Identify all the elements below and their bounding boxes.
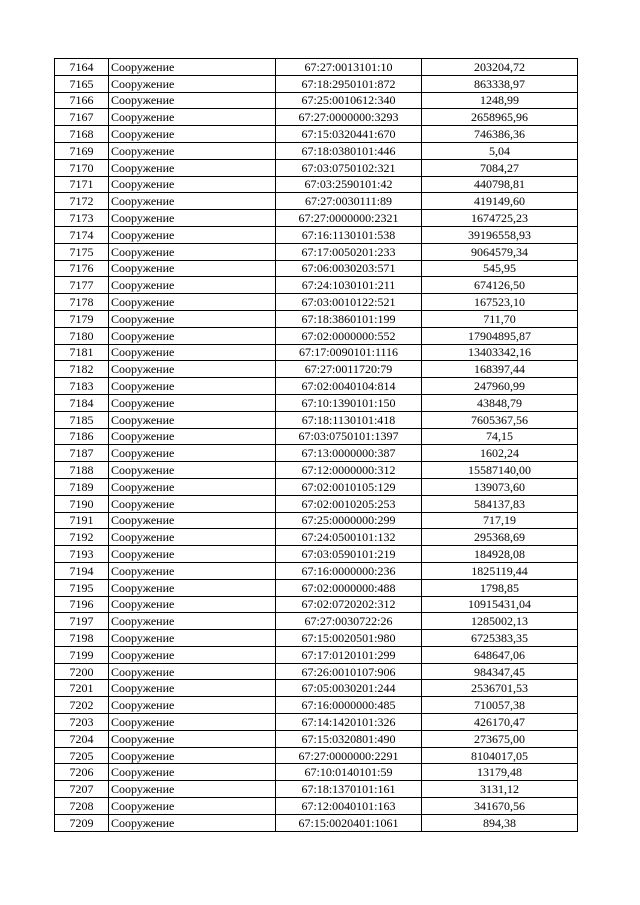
table-row <box>55 193 578 210</box>
row-number-cell: 7174 <box>55 226 109 243</box>
property-registry-table <box>54 58 578 832</box>
object-type-cell: Сооружение <box>109 75 276 92</box>
table-row <box>55 747 578 764</box>
cadastral-value-cell: 584137,83 <box>422 495 578 512</box>
table-row <box>55 562 578 579</box>
object-type-cell: Сооружение <box>109 798 276 815</box>
cadastral-value-cell: 545,95 <box>422 260 578 277</box>
cadastral-value-cell: 17904895,87 <box>422 327 578 344</box>
cadastral-number-cell: 67:27:0000000:2291 <box>276 747 422 764</box>
cadastral-number-cell: 67:06:0030203:571 <box>276 260 422 277</box>
cadastral-number-cell: 67:24:0500101:132 <box>276 529 422 546</box>
table-row <box>55 411 578 428</box>
cadastral-value-cell: 1248,99 <box>422 92 578 109</box>
cadastral-number-cell: 67:18:0380101:446 <box>276 142 422 159</box>
cadastral-value-cell: 15587140,00 <box>422 462 578 479</box>
object-type-cell: Сооружение <box>109 747 276 764</box>
cadastral-number-cell: 67:12:0040101:163 <box>276 798 422 815</box>
table-row <box>55 126 578 143</box>
cadastral-number-cell: 67:15:0020501:980 <box>276 630 422 647</box>
row-number-cell: 7194 <box>55 562 109 579</box>
object-type-cell: Сооружение <box>109 126 276 143</box>
cadastral-number-cell: 67:27:0011720:79 <box>276 361 422 378</box>
object-type-cell: Сооружение <box>109 697 276 714</box>
object-type-cell: Сооружение <box>109 814 276 831</box>
cadastral-value-cell: 648647,06 <box>422 646 578 663</box>
row-number-cell: 7193 <box>55 546 109 563</box>
cadastral-value-cell: 1285002,13 <box>422 613 578 630</box>
cadastral-value-cell: 1674725,23 <box>422 210 578 227</box>
row-number-cell: 7192 <box>55 529 109 546</box>
object-type-cell: Сооружение <box>109 344 276 361</box>
cadastral-number-cell: 67:16:1130101:538 <box>276 226 422 243</box>
object-type-cell: Сооружение <box>109 428 276 445</box>
object-type-cell: Сооружение <box>109 529 276 546</box>
table-row <box>55 176 578 193</box>
cadastral-value-cell: 9064579,34 <box>422 243 578 260</box>
cadastral-number-cell: 67:03:2590101:42 <box>276 176 422 193</box>
cadastral-value-cell: 984347,45 <box>422 663 578 680</box>
row-number-cell: 7208 <box>55 798 109 815</box>
cadastral-value-cell: 2658965,96 <box>422 109 578 126</box>
row-number-cell: 7187 <box>55 445 109 462</box>
table-row <box>55 680 578 697</box>
row-number-cell: 7172 <box>55 193 109 210</box>
cadastral-value-cell: 8104017,05 <box>422 747 578 764</box>
object-type-cell: Сооружение <box>109 546 276 563</box>
cadastral-value-cell: 419149,60 <box>422 193 578 210</box>
cadastral-number-cell: 67:16:0000000:485 <box>276 697 422 714</box>
cadastral-number-cell: 67:27:0000000:3293 <box>276 109 422 126</box>
cadastral-number-cell: 67:27:0030722:26 <box>276 613 422 630</box>
table-row <box>55 394 578 411</box>
row-number-cell: 7209 <box>55 814 109 831</box>
row-number-cell: 7202 <box>55 697 109 714</box>
table-row <box>55 697 578 714</box>
table-row <box>55 109 578 126</box>
row-number-cell: 7188 <box>55 462 109 479</box>
cadastral-number-cell: 67:13:0000000:387 <box>276 445 422 462</box>
table-row <box>55 226 578 243</box>
cadastral-value-cell: 341670,56 <box>422 798 578 815</box>
cadastral-number-cell: 67:18:1370101:161 <box>276 781 422 798</box>
row-number-cell: 7177 <box>55 277 109 294</box>
cadastral-number-cell: 67:12:0000000:312 <box>276 462 422 479</box>
cadastral-value-cell: 894,38 <box>422 814 578 831</box>
cadastral-value-cell: 710057,38 <box>422 697 578 714</box>
object-type-cell: Сооружение <box>109 277 276 294</box>
row-number-cell: 7175 <box>55 243 109 260</box>
object-type-cell: Сооружение <box>109 478 276 495</box>
object-type-cell: Сооружение <box>109 394 276 411</box>
object-type-cell: Сооружение <box>109 512 276 529</box>
table-row <box>55 462 578 479</box>
table-row <box>55 663 578 680</box>
cadastral-value-cell: 139073,60 <box>422 478 578 495</box>
object-type-cell: Сооружение <box>109 781 276 798</box>
object-type-cell: Сооружение <box>109 294 276 311</box>
cadastral-number-cell: 67:16:0000000:236 <box>276 562 422 579</box>
table-row <box>55 310 578 327</box>
table-row <box>55 646 578 663</box>
cadastral-number-cell: 67:03:0590101:219 <box>276 546 422 563</box>
row-number-cell: 7181 <box>55 344 109 361</box>
table-row <box>55 159 578 176</box>
table-row <box>55 344 578 361</box>
table-row <box>55 579 578 596</box>
cadastral-value-cell: 746386,36 <box>422 126 578 143</box>
table-row <box>55 92 578 109</box>
cadastral-value-cell: 13179,48 <box>422 764 578 781</box>
row-number-cell: 7205 <box>55 747 109 764</box>
row-number-cell: 7170 <box>55 159 109 176</box>
object-type-cell: Сооружение <box>109 579 276 596</box>
table-row <box>55 260 578 277</box>
cadastral-value-cell: 7605367,56 <box>422 411 578 428</box>
row-number-cell: 7199 <box>55 646 109 663</box>
object-type-cell: Сооружение <box>109 462 276 479</box>
table-row <box>55 327 578 344</box>
cadastral-number-cell: 67:18:2950101:872 <box>276 75 422 92</box>
cadastral-value-cell: 13403342,16 <box>422 344 578 361</box>
object-type-cell: Сооружение <box>109 445 276 462</box>
row-number-cell: 7176 <box>55 260 109 277</box>
cadastral-value-cell: 10915431,04 <box>422 596 578 613</box>
table-row <box>55 714 578 731</box>
table-row <box>55 798 578 815</box>
cadastral-number-cell: 67:18:1130101:418 <box>276 411 422 428</box>
table-row <box>55 613 578 630</box>
object-type-cell: Сооружение <box>109 327 276 344</box>
object-type-cell: Сооружение <box>109 210 276 227</box>
cadastral-value-cell: 1798,85 <box>422 579 578 596</box>
table-row <box>55 59 578 76</box>
cadastral-number-cell: 67:02:0720202:312 <box>276 596 422 613</box>
cadastral-number-cell: 67:15:0320801:490 <box>276 730 422 747</box>
table-row <box>55 546 578 563</box>
row-number-cell: 7179 <box>55 310 109 327</box>
table-row <box>55 814 578 831</box>
row-number-cell: 7185 <box>55 411 109 428</box>
row-number-cell: 7169 <box>55 142 109 159</box>
object-type-cell: Сооружение <box>109 92 276 109</box>
row-number-cell: 7198 <box>55 630 109 647</box>
cadastral-number-cell: 67:26:0010107:906 <box>276 663 422 680</box>
cadastral-number-cell: 67:24:1030101:211 <box>276 277 422 294</box>
cadastral-value-cell: 203204,72 <box>422 59 578 76</box>
cadastral-value-cell: 440798,81 <box>422 176 578 193</box>
cadastral-value-cell: 295368,69 <box>422 529 578 546</box>
object-type-cell: Сооружение <box>109 680 276 697</box>
table-row <box>55 378 578 395</box>
object-type-cell: Сооружение <box>109 361 276 378</box>
row-number-cell: 7206 <box>55 764 109 781</box>
cadastral-number-cell: 67:02:0010105:129 <box>276 478 422 495</box>
cadastral-number-cell: 67:14:1420101:326 <box>276 714 422 731</box>
registry-table-body <box>55 59 578 832</box>
cadastral-number-cell: 67:05:0030201:244 <box>276 680 422 697</box>
row-number-cell: 7183 <box>55 378 109 395</box>
cadastral-number-cell: 67:10:0140101:59 <box>276 764 422 781</box>
object-type-cell: Сооружение <box>109 243 276 260</box>
cadastral-number-cell: 67:02:0000000:552 <box>276 327 422 344</box>
cadastral-value-cell: 167523,10 <box>422 294 578 311</box>
cadastral-value-cell: 1602,24 <box>422 445 578 462</box>
object-type-cell: Сооружение <box>109 495 276 512</box>
table-row <box>55 512 578 529</box>
row-number-cell: 7164 <box>55 59 109 76</box>
object-type-cell: Сооружение <box>109 109 276 126</box>
cadastral-number-cell: 67:27:0030111:89 <box>276 193 422 210</box>
cadastral-value-cell: 43848,79 <box>422 394 578 411</box>
cadastral-value-cell: 184928,08 <box>422 546 578 563</box>
cadastral-number-cell: 67:02:0010205:253 <box>276 495 422 512</box>
row-number-cell: 7189 <box>55 478 109 495</box>
table-row <box>55 529 578 546</box>
row-number-cell: 7168 <box>55 126 109 143</box>
table-row <box>55 764 578 781</box>
cadastral-value-cell: 39196558,93 <box>422 226 578 243</box>
cadastral-value-cell: 2536701,53 <box>422 680 578 697</box>
object-type-cell: Сооружение <box>109 59 276 76</box>
cadastral-value-cell: 674126,50 <box>422 277 578 294</box>
cadastral-value-cell: 168397,44 <box>422 361 578 378</box>
table-row <box>55 277 578 294</box>
cadastral-number-cell: 67:10:1390101:150 <box>276 394 422 411</box>
cadastral-number-cell: 67:27:0000000:2321 <box>276 210 422 227</box>
table-row <box>55 730 578 747</box>
cadastral-number-cell: 67:17:0090101:1116 <box>276 344 422 361</box>
cadastral-number-cell: 67:03:0010122:521 <box>276 294 422 311</box>
object-type-cell: Сооружение <box>109 613 276 630</box>
cadastral-number-cell: 67:02:0040104:814 <box>276 378 422 395</box>
cadastral-number-cell: 67:18:3860101:199 <box>276 310 422 327</box>
object-type-cell: Сооружение <box>109 730 276 747</box>
object-type-cell: Сооружение <box>109 142 276 159</box>
table-row <box>55 781 578 798</box>
cadastral-value-cell: 426170,47 <box>422 714 578 731</box>
object-type-cell: Сооружение <box>109 176 276 193</box>
row-number-cell: 7178 <box>55 294 109 311</box>
cadastral-number-cell: 67:03:0750102:321 <box>276 159 422 176</box>
row-number-cell: 7207 <box>55 781 109 798</box>
row-number-cell: 7186 <box>55 428 109 445</box>
object-type-cell: Сооружение <box>109 260 276 277</box>
table-row <box>55 596 578 613</box>
row-number-cell: 7201 <box>55 680 109 697</box>
row-number-cell: 7191 <box>55 512 109 529</box>
row-number-cell: 7204 <box>55 730 109 747</box>
object-type-cell: Сооружение <box>109 562 276 579</box>
cadastral-value-cell: 247960,99 <box>422 378 578 395</box>
row-number-cell: 7203 <box>55 714 109 731</box>
cadastral-value-cell: 1825119,44 <box>422 562 578 579</box>
object-type-cell: Сооружение <box>109 714 276 731</box>
table-row <box>55 210 578 227</box>
row-number-cell: 7171 <box>55 176 109 193</box>
row-number-cell: 7167 <box>55 109 109 126</box>
cadastral-value-cell: 3131,12 <box>422 781 578 798</box>
object-type-cell: Сооружение <box>109 630 276 647</box>
cadastral-number-cell: 67:15:0320441:670 <box>276 126 422 143</box>
row-number-cell: 7166 <box>55 92 109 109</box>
object-type-cell: Сооружение <box>109 310 276 327</box>
cadastral-number-cell: 67:25:0010612:340 <box>276 92 422 109</box>
row-number-cell: 7195 <box>55 579 109 596</box>
table-row <box>55 142 578 159</box>
object-type-cell: Сооружение <box>109 378 276 395</box>
table-row <box>55 243 578 260</box>
table-row <box>55 478 578 495</box>
table-row <box>55 361 578 378</box>
cadastral-value-cell: 6725383,35 <box>422 630 578 647</box>
cadastral-value-cell: 717,19 <box>422 512 578 529</box>
object-type-cell: Сооружение <box>109 596 276 613</box>
row-number-cell: 7184 <box>55 394 109 411</box>
object-type-cell: Сооружение <box>109 226 276 243</box>
table-row <box>55 294 578 311</box>
row-number-cell: 7180 <box>55 327 109 344</box>
cadastral-number-cell: 67:27:0013101:10 <box>276 59 422 76</box>
cadastral-value-cell: 5,04 <box>422 142 578 159</box>
cadastral-value-cell: 711,70 <box>422 310 578 327</box>
table-row <box>55 495 578 512</box>
row-number-cell: 7197 <box>55 613 109 630</box>
cadastral-value-cell: 863338,97 <box>422 75 578 92</box>
table-row <box>55 75 578 92</box>
row-number-cell: 7190 <box>55 495 109 512</box>
cadastral-number-cell: 67:17:0120101:299 <box>276 646 422 663</box>
cadastral-value-cell: 273675,00 <box>422 730 578 747</box>
row-number-cell: 7182 <box>55 361 109 378</box>
object-type-cell: Сооружение <box>109 411 276 428</box>
cadastral-number-cell: 67:17:0050201:233 <box>276 243 422 260</box>
row-number-cell: 7173 <box>55 210 109 227</box>
object-type-cell: Сооружение <box>109 159 276 176</box>
cadastral-number-cell: 67:03:0750101:1397 <box>276 428 422 445</box>
table-row <box>55 445 578 462</box>
row-number-cell: 7200 <box>55 663 109 680</box>
cadastral-number-cell: 67:25:0000000:299 <box>276 512 422 529</box>
object-type-cell: Сооружение <box>109 663 276 680</box>
table-row <box>55 428 578 445</box>
cadastral-value-cell: 74,15 <box>422 428 578 445</box>
table-row <box>55 630 578 647</box>
row-number-cell: 7165 <box>55 75 109 92</box>
cadastral-number-cell: 67:02:0000000:488 <box>276 579 422 596</box>
cadastral-value-cell: 7084,27 <box>422 159 578 176</box>
object-type-cell: Сооружение <box>109 764 276 781</box>
object-type-cell: Сооружение <box>109 193 276 210</box>
cadastral-number-cell: 67:15:0020401:1061 <box>276 814 422 831</box>
row-number-cell: 7196 <box>55 596 109 613</box>
object-type-cell: Сооружение <box>109 646 276 663</box>
